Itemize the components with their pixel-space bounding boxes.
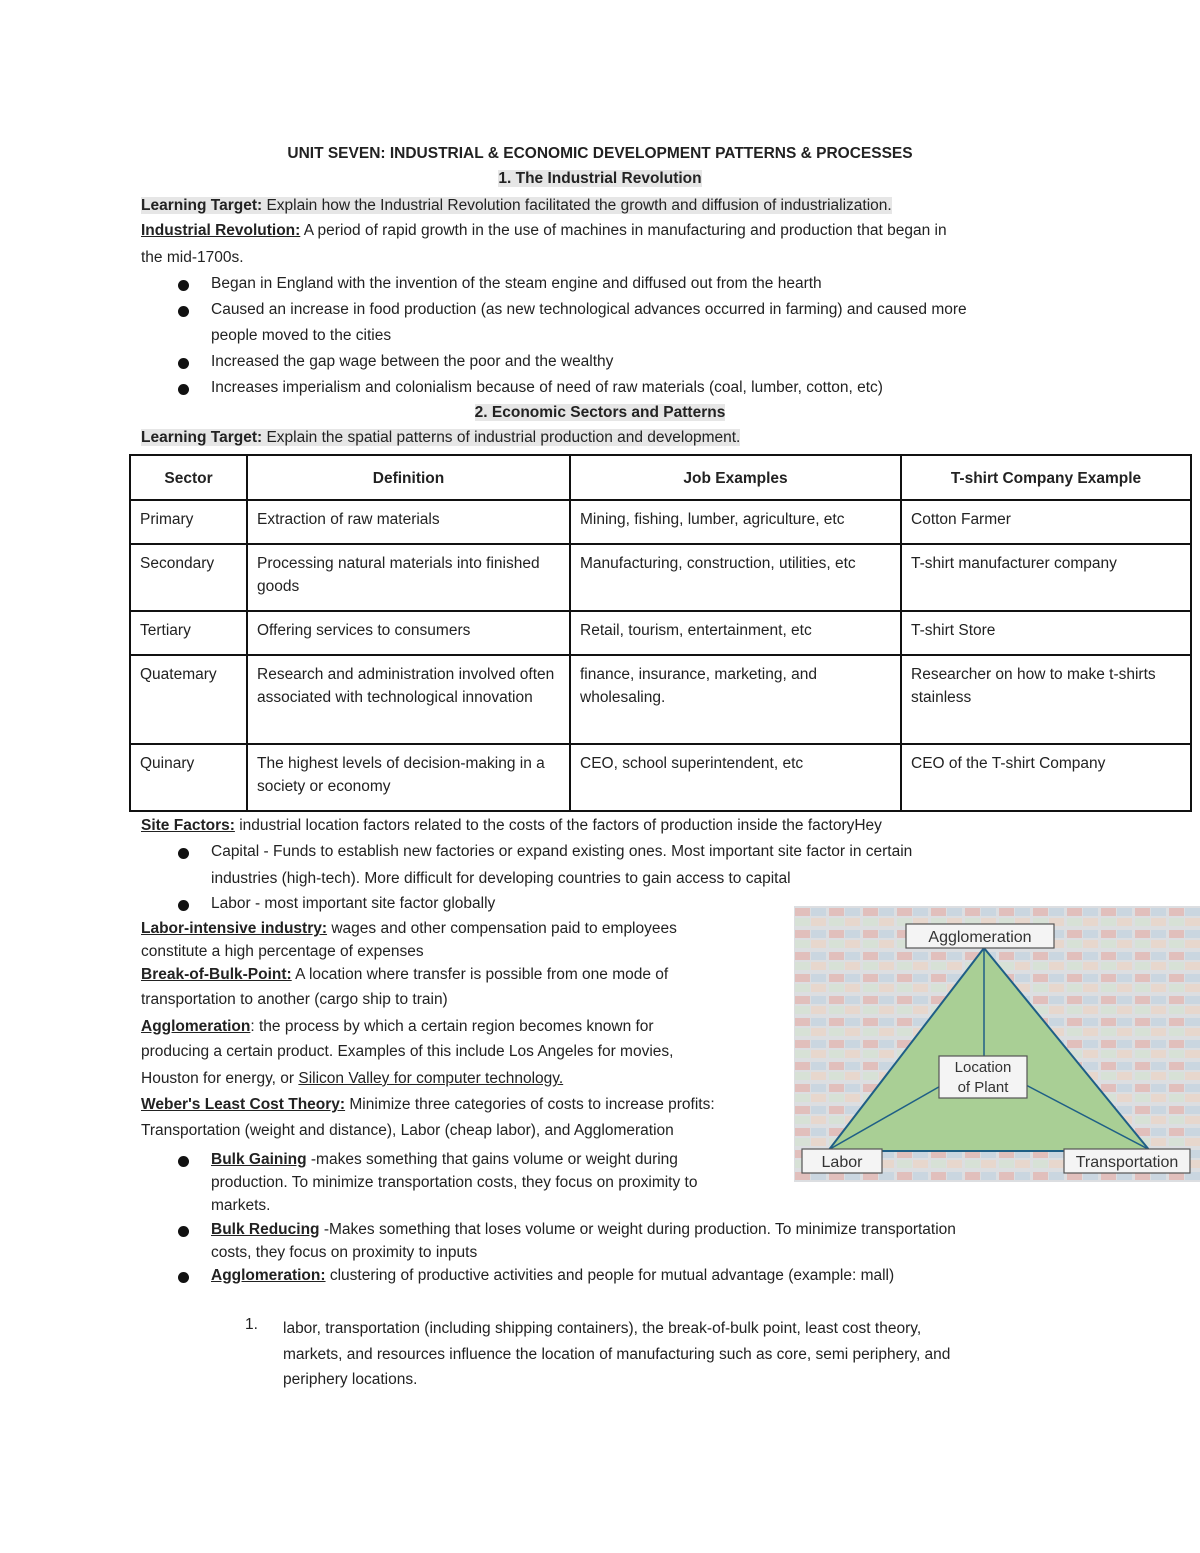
bullet-icon — [178, 1156, 189, 1167]
break-of-bulk-term: Break-of-Bulk-Point: — [141, 966, 292, 983]
numbered-item-line: markets, and resources influence the location of manufacturing such as core, semi periphery, and — [283, 1345, 951, 1363]
bullet-icon — [178, 1226, 189, 1237]
table-cell: finance, insurance, marketing, and wholesaling. — [570, 655, 901, 744]
header-cell: Job Examples — [570, 455, 901, 500]
weber-theory — [141, 1096, 715, 1114]
bulk-reducing-text: -Makes something that loses volume or weight during production. To minimize transportation — [319, 1221, 956, 1238]
definition-line-2: the mid-1700s. — [141, 249, 244, 266]
learning-target-text: Explain how the Industrial Revolution facilitated the growth and diffusion of industrialization. — [262, 197, 892, 214]
table-cell: Retail, tourism, entertainment, etc — [570, 611, 901, 655]
labor-intensive — [141, 920, 677, 938]
list-item: Increased the gap wage between the poor and the wealthy — [211, 353, 614, 370]
bulk-gaining-line-2: production. To minimize transportation costs, they focus on proximity to — [211, 1174, 698, 1191]
list-item-continued: people moved to the cities — [211, 327, 392, 344]
agglomeration-bullet-term: Agglomeration: — [211, 1267, 326, 1284]
labor-label: Labor — [821, 1154, 863, 1171]
bulk-gaining-text: -makes something that gains volume or weight during — [306, 1151, 678, 1168]
table-cell: Tertiary — [130, 611, 247, 655]
table-cell: Offering services to consumers — [247, 611, 570, 655]
weber-term: Weber's Least Cost Theory: — [141, 1096, 346, 1113]
table-cell: Secondary — [130, 544, 247, 611]
bulk-reducing-line-2: costs, they focus on proximity to inputs — [211, 1244, 478, 1261]
unit-title: UNIT SEVEN: INDUSTRIAL & ECONOMIC DEVELOPMENT PATTERNS & PROCESSES — [287, 145, 913, 162]
list-number: 1. — [245, 1316, 258, 1333]
table-header-row — [130, 455, 1191, 500]
agglomeration-bullet-text: clustering of productive activities and people for mutual advantage (example: mall) — [325, 1267, 895, 1284]
header-cell: T-shirt Company Example — [901, 455, 1191, 500]
bullet-icon — [178, 306, 189, 317]
list-item: Increases imperialism and colonialism because of need of raw materials (coal, lumber, cotton, etc) — [211, 379, 883, 396]
bulk-reducing-term: Bulk Reducing — [211, 1221, 320, 1238]
learning-target-label: Learning Target: — [141, 197, 263, 214]
list-item: Capital - Funds to establish new factories or expand existing ones. Most important site factor in certain — [211, 843, 913, 860]
table-cell: Processing natural materials into finished goods — [247, 544, 570, 611]
definition-text: A period of rapid growth in the use of machines in manufacturing and production that began in — [300, 222, 947, 239]
bullet-icon — [178, 384, 189, 395]
agglomeration-text: : the process by which a certain region becomes known for — [250, 1018, 654, 1035]
learning-target-2 — [141, 429, 740, 447]
bulk-gaining-line-3: markets. — [211, 1197, 271, 1214]
list-item-continued: industries (high-tech). More difficult for developing countries to gain access to capital — [211, 870, 791, 887]
labor-intensive-term: Labor-intensive industry: — [141, 920, 328, 937]
table-cell: The highest levels of decision-making in a society or economy — [247, 744, 570, 811]
site-factors-text: industrial location factors related to the costs of the factors of production inside the factoryHey — [234, 817, 882, 834]
weber-triangle-diagram — [794, 906, 1200, 1182]
bullet-icon — [178, 1272, 189, 1283]
agglomeration-line-2: producing a certain product. Examples of this include Los Angeles for movies, — [141, 1043, 674, 1060]
table-cell: Quinary — [130, 744, 247, 811]
table-cell: Primary — [130, 500, 247, 544]
table-cell: CEO, school superintendent, etc — [570, 744, 901, 811]
table-cell: T-shirt manufacturer company — [901, 544, 1191, 611]
sectors-table — [129, 454, 1192, 812]
learning-target-label: Learning Target: — [141, 429, 263, 446]
bullet-icon — [178, 848, 189, 859]
industrial-revolution-definition — [141, 222, 947, 240]
bullet-icon — [178, 358, 189, 369]
numbered-item — [283, 1316, 950, 1393]
silicon-valley-text: Silicon Valley for computer technology. — [298, 1070, 564, 1087]
agglomeration-definition — [141, 1018, 654, 1036]
section-2-heading: 2. Economic Sectors and Patterns — [474, 404, 726, 421]
table-cell: Extraction of raw materials — [247, 500, 570, 544]
break-of-bulk-line-2: transportation to another (cargo ship to train) — [141, 991, 448, 1008]
site-factors — [141, 817, 882, 835]
bullet-icon — [178, 280, 189, 291]
table-cell: Researcher on how to make t-shirts stainless — [901, 655, 1191, 744]
header-cell: Definition — [247, 455, 570, 500]
table-cell: Quatemary — [130, 655, 247, 744]
agglomeration-term: Agglomeration — [141, 1018, 251, 1035]
table-row — [130, 744, 1191, 811]
section-2-heading-wrap — [0, 404, 1200, 422]
site-factors-term: Site Factors: — [141, 817, 235, 834]
table-row — [130, 655, 1191, 744]
bulk-gaining-term: Bulk Gaining — [211, 1151, 307, 1168]
agglomeration-line-3-text: Houston for energy, or — [141, 1070, 299, 1087]
bullet-icon — [178, 900, 189, 911]
labor-intensive-line-2: constitute a high percentage of expenses — [141, 943, 424, 960]
agglomeration-label: Agglomeration — [928, 929, 1032, 946]
location-label-line-1: Location — [954, 1059, 1012, 1076]
table-row — [130, 500, 1191, 544]
table-cell: T-shirt Store — [901, 611, 1191, 655]
agglomeration-line-3 — [141, 1070, 563, 1088]
list-item: Caused an increase in food production (as new technological advances occurred in farming) and caused more — [211, 301, 967, 318]
list-item: Labor - most important site factor globally — [211, 895, 496, 912]
location-label-line-2: of Plant — [957, 1079, 1009, 1096]
table-cell: CEO of the T-shirt Company — [901, 744, 1191, 811]
table-row — [130, 611, 1191, 655]
transportation-label: Transportation — [1075, 1154, 1179, 1171]
learning-target-1 — [141, 197, 892, 215]
weber-text: Minimize three categories of costs to increase profits: — [345, 1096, 715, 1113]
section-1-heading-wrap — [0, 170, 1200, 188]
table-row — [130, 544, 1191, 611]
break-of-bulk-text: A location where transfer is possible from one mode of — [291, 966, 669, 983]
learning-target-text: Explain the spatial patterns of industrial production and development. — [262, 429, 741, 446]
industrial-revolution-term: Industrial Revolution: — [141, 222, 301, 239]
weber-line-2: Transportation (weight and distance), Labor (cheap labor), and Agglomeration — [141, 1122, 674, 1139]
agglomeration-bullet — [211, 1264, 894, 1287]
numbered-item-line: periphery locations. — [283, 1371, 418, 1388]
table-cell: Research and administration involved often associated with technological innovation — [247, 655, 570, 744]
header-cell: Sector — [130, 455, 247, 500]
weber-triangle-figure — [794, 906, 1200, 1182]
bulk-gaining — [211, 1148, 678, 1171]
break-of-bulk — [141, 966, 668, 984]
table-cell: Cotton Farmer — [901, 500, 1191, 544]
list-item: Began in England with the invention of the steam engine and diffused out from the hearth — [211, 275, 822, 292]
bulk-reducing — [211, 1218, 956, 1241]
labor-intensive-text: wages and other compensation paid to employees — [327, 920, 677, 937]
numbered-item-line: labor, transportation (including shipping containers), the break-of-bulk point, least cost theory, — [283, 1320, 922, 1337]
section-1-heading: 1. The Industrial Revolution — [498, 170, 702, 187]
table-cell: Mining, fishing, lumber, agriculture, etc — [570, 500, 901, 544]
table-cell: Manufacturing, construction, utilities, etc — [570, 544, 901, 611]
